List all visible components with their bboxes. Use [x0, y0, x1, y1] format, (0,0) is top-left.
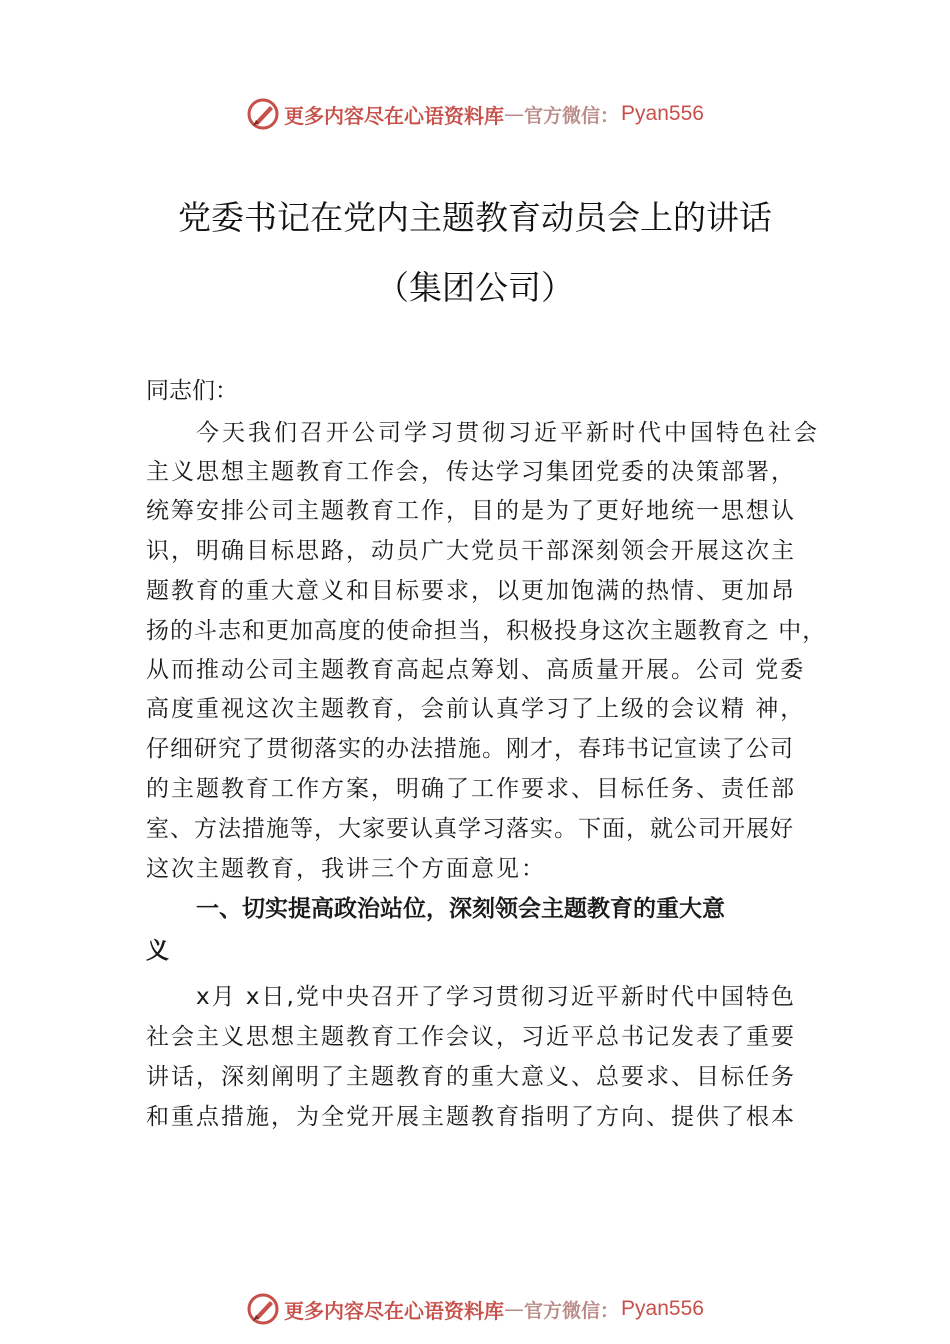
document-subtitle: （集团公司） [376, 268, 574, 307]
footer-watermark-banner [0, 1289, 950, 1329]
banner-wechat-label: 官方微信： [524, 1299, 620, 1322]
section-heading: 一、切实提高政治站位，深刻领会主题教育的重大意 [196, 896, 725, 922]
section-heading-cont: 义 [146, 938, 169, 964]
paragraph-line: 今天我们召开公司学习贯彻习近平新时代中国特色社会 [196, 420, 820, 446]
paragraph-line: 的主题教育工作方案，明确了工作要求、目标任务、责任部 [146, 776, 796, 802]
banner-separator: — [504, 1297, 525, 1321]
paragraph-line: 仔细研究了贯彻落实的办法措施。刚才，春玮书记宣读了公司 [146, 736, 794, 762]
paragraph-line: 统筹安排公司主题教育工作，目的是为了更好地统一思想认 [146, 498, 796, 524]
document-title: 党委书记在党内主题教育动员会上的讲话 [178, 198, 772, 237]
pen-logo-icon [246, 97, 280, 131]
paragraph-line: 扬的斗志和更加高度的使命担当，积极投身这次主题教育之 中， [146, 618, 827, 644]
paragraph-line: 社会主义思想主题教育工作会议，习近平总书记发表了重要 [146, 1024, 796, 1050]
paragraph-line: x月 x日,党中央召开了学习贯彻习近平新时代中国特色 [196, 984, 796, 1010]
banner-wechat-id: Pyan556 [621, 102, 704, 125]
header-watermark-banner [0, 94, 950, 134]
paragraph-line: 和重点措施，为全党开展主题教育指明了方向、提供了根本 [146, 1104, 796, 1130]
banner-main-text: 更多内容尽在心语资料库 [284, 103, 505, 128]
salutation: 同志们： [146, 378, 238, 404]
banner-wechat-id: Pyan556 [621, 1297, 704, 1320]
paragraph-line: 从而推动公司主题教育高起点筹划、高质量开展。公司 党委 [146, 657, 806, 683]
pen-logo-icon [246, 1292, 280, 1326]
banner-wechat-label: 官方微信： [524, 104, 620, 127]
paragraph-line: 室、方法措施等，大家要认真学习落实。下面，就公司开展好 [146, 816, 794, 842]
banner-separator: — [504, 102, 525, 126]
paragraph-line: 识，明确目标思路，动员广大党员干部深刻领会开展这次主 [146, 538, 796, 564]
paragraph-line: 高度重视这次主题教育，会前认真学习了上级的会议精 神， [146, 696, 806, 722]
paragraph-line: 题教育的重大意义和目标要求，以更加饱满的热情、更加昂 [146, 578, 796, 604]
paragraph-line: 主义思想主题教育工作会，传达学习集团党委的决策部署， [146, 459, 796, 485]
paragraph-line: 这次主题教育，我讲三个方面意见： [146, 856, 546, 882]
paragraph-line: 讲话，深刻阐明了主题教育的重大意义、总要求、目标任务 [146, 1064, 796, 1090]
banner-main-text: 更多内容尽在心语资料库 [284, 1298, 505, 1323]
